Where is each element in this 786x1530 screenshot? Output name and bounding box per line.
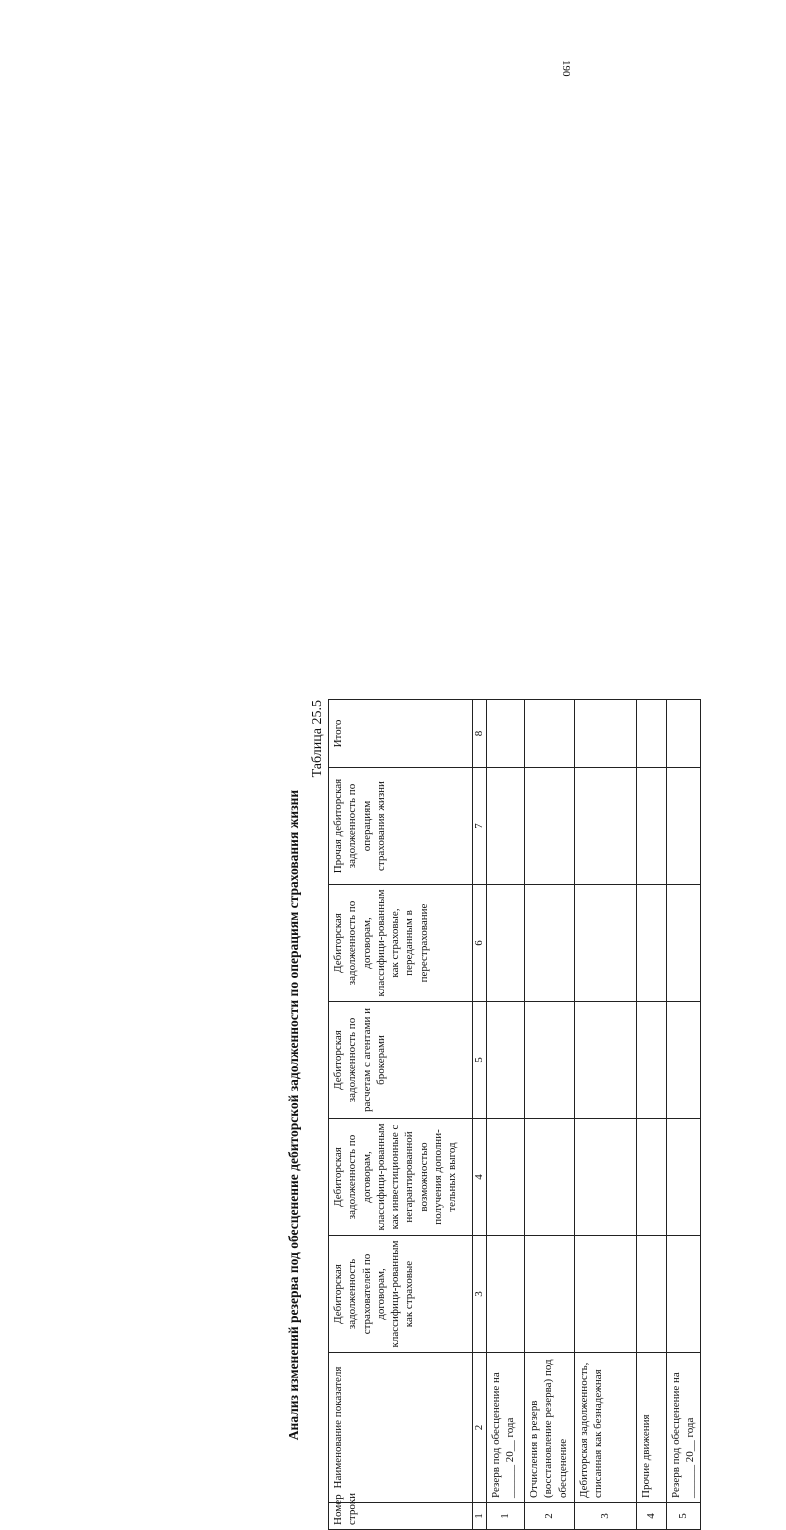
value-cell: [667, 1119, 701, 1236]
row-name: Резерв под обесценение на ______ 20__ года: [667, 1353, 701, 1503]
column-number: 7: [473, 768, 487, 885]
value-cell: [575, 1002, 637, 1119]
value-cell: [667, 1236, 701, 1353]
value-cell: [575, 700, 637, 768]
value-cell: [667, 768, 701, 885]
value-cell: [487, 885, 525, 1002]
row-name: Прочие движения: [637, 1353, 667, 1503]
column-number: 4: [473, 1119, 487, 1236]
table-row: [667, 700, 701, 1530]
header-agents-brokers-receivables: Дебиторская задолженность по расчетам с агентами и брокерами: [329, 1002, 473, 1119]
value-cell: [637, 700, 667, 768]
value-cell: [487, 1236, 525, 1353]
column-number: 6: [473, 885, 487, 1002]
row-number: 1: [487, 1503, 525, 1530]
column-number-row: [473, 700, 487, 1530]
value-cell: [487, 768, 525, 885]
header-row-number: Номер строки: [329, 1503, 473, 1530]
value-cell: [575, 1119, 637, 1236]
column-number: 5: [473, 1002, 487, 1119]
row-name: Дебиторская задолженность, списанная как безнадежная: [575, 1353, 637, 1503]
value-cell: [487, 700, 525, 768]
value-cell: [525, 1119, 575, 1236]
header-investment-contracts-receivables: Дебиторская задолженность по договорам, классифици-рованным как инвестиционные с негарантированной возможностью получения дополни-тельных выгод: [329, 1119, 473, 1236]
table-row: [637, 700, 667, 1530]
column-number: 8: [473, 700, 487, 768]
value-cell: [525, 700, 575, 768]
value-cell: [667, 1002, 701, 1119]
header-other-receivables: Прочая дебиторская задолженность по операциям страхования жизни: [329, 768, 473, 885]
value-cell: [575, 885, 637, 1002]
value-cell: [637, 768, 667, 885]
column-number: 3: [473, 1236, 487, 1353]
header-indicator-name: Наименование показателя: [329, 1353, 473, 1503]
value-cell: [637, 1236, 667, 1353]
table-label: Таблица 25.5: [310, 700, 325, 778]
value-cell: [575, 768, 637, 885]
value-cell: [575, 1236, 637, 1353]
value-cell: [667, 700, 701, 768]
row-name: Отчисления в резерв (восстановление резерва) под обесценение: [525, 1353, 575, 1503]
value-cell: [525, 885, 575, 1002]
value-cell: [487, 1119, 525, 1236]
header-row: [329, 700, 473, 1530]
header-policyholders-receivables: Дебиторская задолженность страхователей по договорам, классифици-рованным как страховые: [329, 1236, 473, 1353]
value-cell: [487, 1002, 525, 1119]
value-cell: [637, 1002, 667, 1119]
table-row: [575, 700, 637, 1530]
reserve-analysis-table: [328, 699, 701, 1530]
value-cell: [667, 885, 701, 1002]
value-cell: [525, 768, 575, 885]
column-number: 1: [473, 1503, 487, 1530]
header-reinsurance-receivables: Дебиторская задолженность по договорам, классифици-рованным как страховые, переданным в перестрахование: [329, 885, 473, 1002]
table-row: [487, 700, 525, 1530]
value-cell: [525, 1236, 575, 1353]
row-number: 2: [525, 1503, 575, 1530]
value-cell: [637, 1119, 667, 1236]
header-total: Итого: [329, 700, 473, 768]
page-number: 190: [560, 60, 572, 77]
row-name: Резерв под обесценение на ______ 20__ года: [487, 1353, 525, 1503]
document-title: Анализ изменений резерва под обесценение дебиторской задолженности по операциям страхования жизни: [286, 789, 301, 1441]
row-number: 4: [637, 1503, 667, 1530]
rotated-page-content: [286, 700, 786, 1530]
value-cell: [637, 885, 667, 1002]
column-number: 2: [473, 1353, 487, 1503]
row-number: 5: [667, 1503, 701, 1530]
table-row: [525, 700, 575, 1530]
value-cell: [525, 1002, 575, 1119]
row-number: 3: [575, 1503, 637, 1530]
